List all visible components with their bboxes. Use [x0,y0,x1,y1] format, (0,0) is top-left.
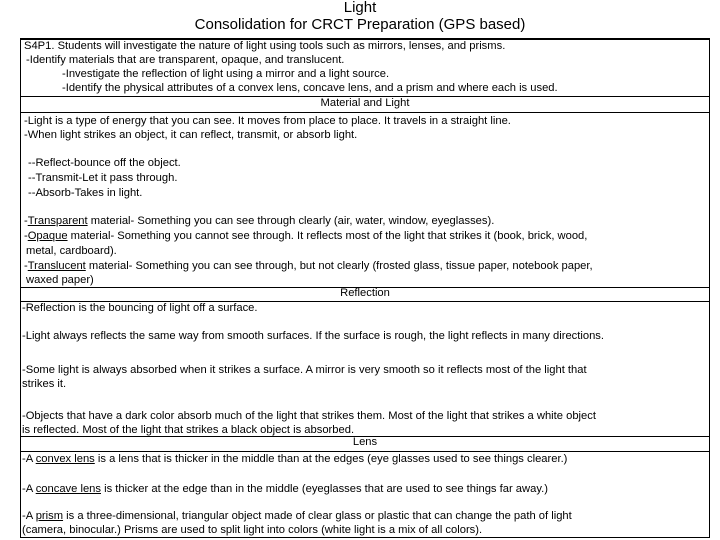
standard-line-4: -Identify the physical attributes of a convex lens, concave lens, and a prism and where each is used. [62,82,558,94]
concave-lens-term: concave lens [35,483,101,495]
material-p1b: -When light strikes an object, it can reflect, transmit, or absorb light. [24,129,358,141]
prism-definition: -A prism is a three-dimensional, triangular object made of clear glass or plastic that can change the path of light [22,510,572,522]
bullet-transmit: --Transmit-Let it pass through. [28,172,178,184]
divider [20,451,710,452]
concave-lens-definition: -A concave lens is thicker at the edge than in the middle (eyeglasses that are used to see things far away.) [22,483,548,495]
opaque-term: Opaque [27,230,68,242]
page-subtitle: Consolidation for CRCT Preparation (GPS based) [194,16,526,33]
section-heading-lens: Lens [352,436,378,448]
divider [20,112,710,113]
material-p1a: -Light is a type of energy that you can see. It moves from place to place. It travels in a straight line. [24,115,511,127]
reflection-p4b: is reflected. Most of the light that strikes a black object is absorbed. [22,424,355,436]
translucent-definition-cont: waxed paper) [26,274,94,286]
transparent-definition: -Transparent material- Something you can see through clearly (air, water, window, eyeglasses). [24,215,495,227]
convex-lens-term: convex lens [35,453,95,465]
prism-definition-cont: (camera, binocular.) Prisms are used to split light into colors (white light is a mix of all colors). [22,524,483,536]
standard-line-3: -Investigate the reflection of light using a mirror and a light source. [62,68,390,80]
standard-line-1: S4P1. Students will investigate the nature of light using tools such as mirrors, lenses, and prisms. [24,40,506,52]
reflection-p1: -Reflection is the bouncing of light off a surface. [22,302,258,314]
section-heading-material: Material and Light [320,97,410,109]
page-title: Light [343,0,377,16]
translucent-term: Translucent [27,260,86,272]
bullet-reflect: --Reflect-bounce off the object. [28,157,181,169]
translucent-definition: -Translucent material- Something you can see through, but not clearly (frosted glass, tissue paper, notebook paper, [24,260,593,272]
opaque-definition: -Opaque material- Something you cannot see through. It reflects most of the light that strikes it (book, brick, wood, [24,230,588,242]
standard-line-2: -Identify materials that are transparent, opaque, and translucent. [26,54,345,66]
reflection-p2: -Light always reflects the same way from smooth surfaces. If the surface is rough, the light reflects in many directions. [22,330,604,342]
bullet-absorb: --Absorb-Takes in light. [28,187,143,199]
prism-term: prism [35,510,64,522]
reflection-p3a: -Some light is always absorbed when it strikes a surface. A mirror is very smooth so it reflects most of the light that [22,364,587,376]
transparent-term: Transparent [27,215,88,227]
reflection-p3b: strikes it. [22,378,67,390]
reflection-p4a: -Objects that have a dark color absorb much of the light that strikes them. Most of the light that strikes a white object [22,410,596,422]
section-heading-reflection: Reflection [340,287,390,299]
opaque-definition-cont: metal, cardboard). [26,245,117,257]
convex-lens-definition: -A convex lens is a lens that is thicker in the middle than at the edges (eye glasses used to see things clearer.) [22,453,568,465]
